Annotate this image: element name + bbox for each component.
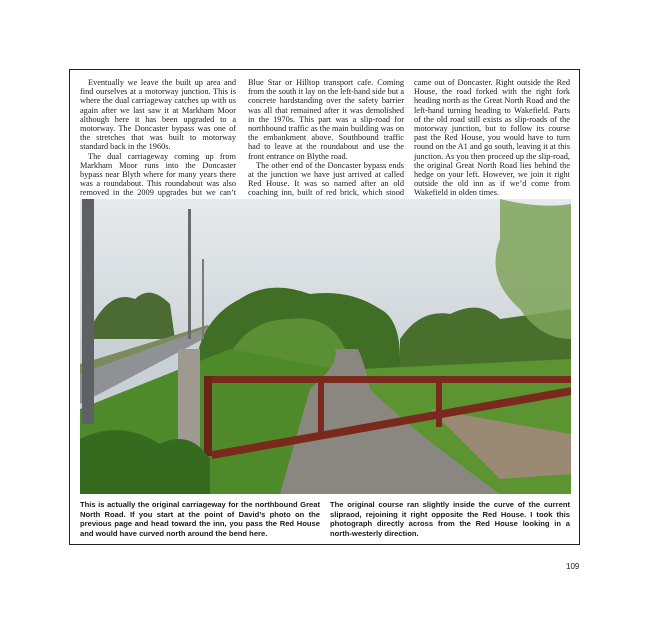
paragraph: The other end of the Doncaster bypass ends at the junction we have just arrived at called Red House. It was so named after an old coaching inn, built of red brick, which stood (248, 160, 404, 198)
photo-caption-left: This is actually the original carriageway for the northbound Great North Road. If you start at the point of David’s photo on the previous page and head toward the inn, you pass the Red House and would have curved north around the bend here. (80, 500, 320, 538)
photo-illustration (80, 199, 571, 494)
photo-caption-right: The original course ran slightly inside the curve of the current slipraod, rejoining it right opposite the Red House. I took this photograph directly across from the Red House looking in a north-westerly direction. (330, 500, 570, 538)
page-number: 109 (566, 562, 580, 571)
paragraph: The dual carriageway coming up from Markham Moor runs into the Doncaster bypass near Blyth where for many years there was a roundabout. This roundabout was also removed in the 2009 upgrades but we can’t (80, 151, 236, 198)
paragraph: Blue Star or Hilltop transport cafe. Coming from the south it lay on the left-hand side but a concrete hardstanding over the safety barrier was all that remained after it was demolished in the 1970s. This part was a slip-road for northbound traffic as the main building was on the embankment above. Southbound traffic had to leave at the roundabout and use the front entrance on Blythe road. (248, 78, 404, 161)
text-column-2 (248, 78, 404, 207)
paragraph: came out of Doncaster. Right outside the Red House, the road forked with the right fork heading north as the Great North Road and the left-hand turning heading to Wakefield. Parts of the old road still exists as slip-roads of the motorway junction, but to follow its course past the Red House, you would have to turn round on the A1 and go south, leaving it at this junction. As you then proceed up the slip-road, the original Great North Road lies behind the hedge on your left. However, we join it right outside the old inn as if we’d come from Wakefield in olden times. (414, 78, 570, 198)
text-column-3 (414, 78, 570, 198)
paragraph: Eventually we leave the built up area and find ourselves at a motorway junction. This is where the dual carriageway catches up with us again after we last saw it at Markham Moor although here it has been upgraded to a motorway. The Doncaster bypass was one of the stretches that was built to motorway standard back in the 1960s. (80, 78, 236, 152)
text-column-1 (80, 78, 236, 207)
road-gate-photo (80, 199, 571, 494)
